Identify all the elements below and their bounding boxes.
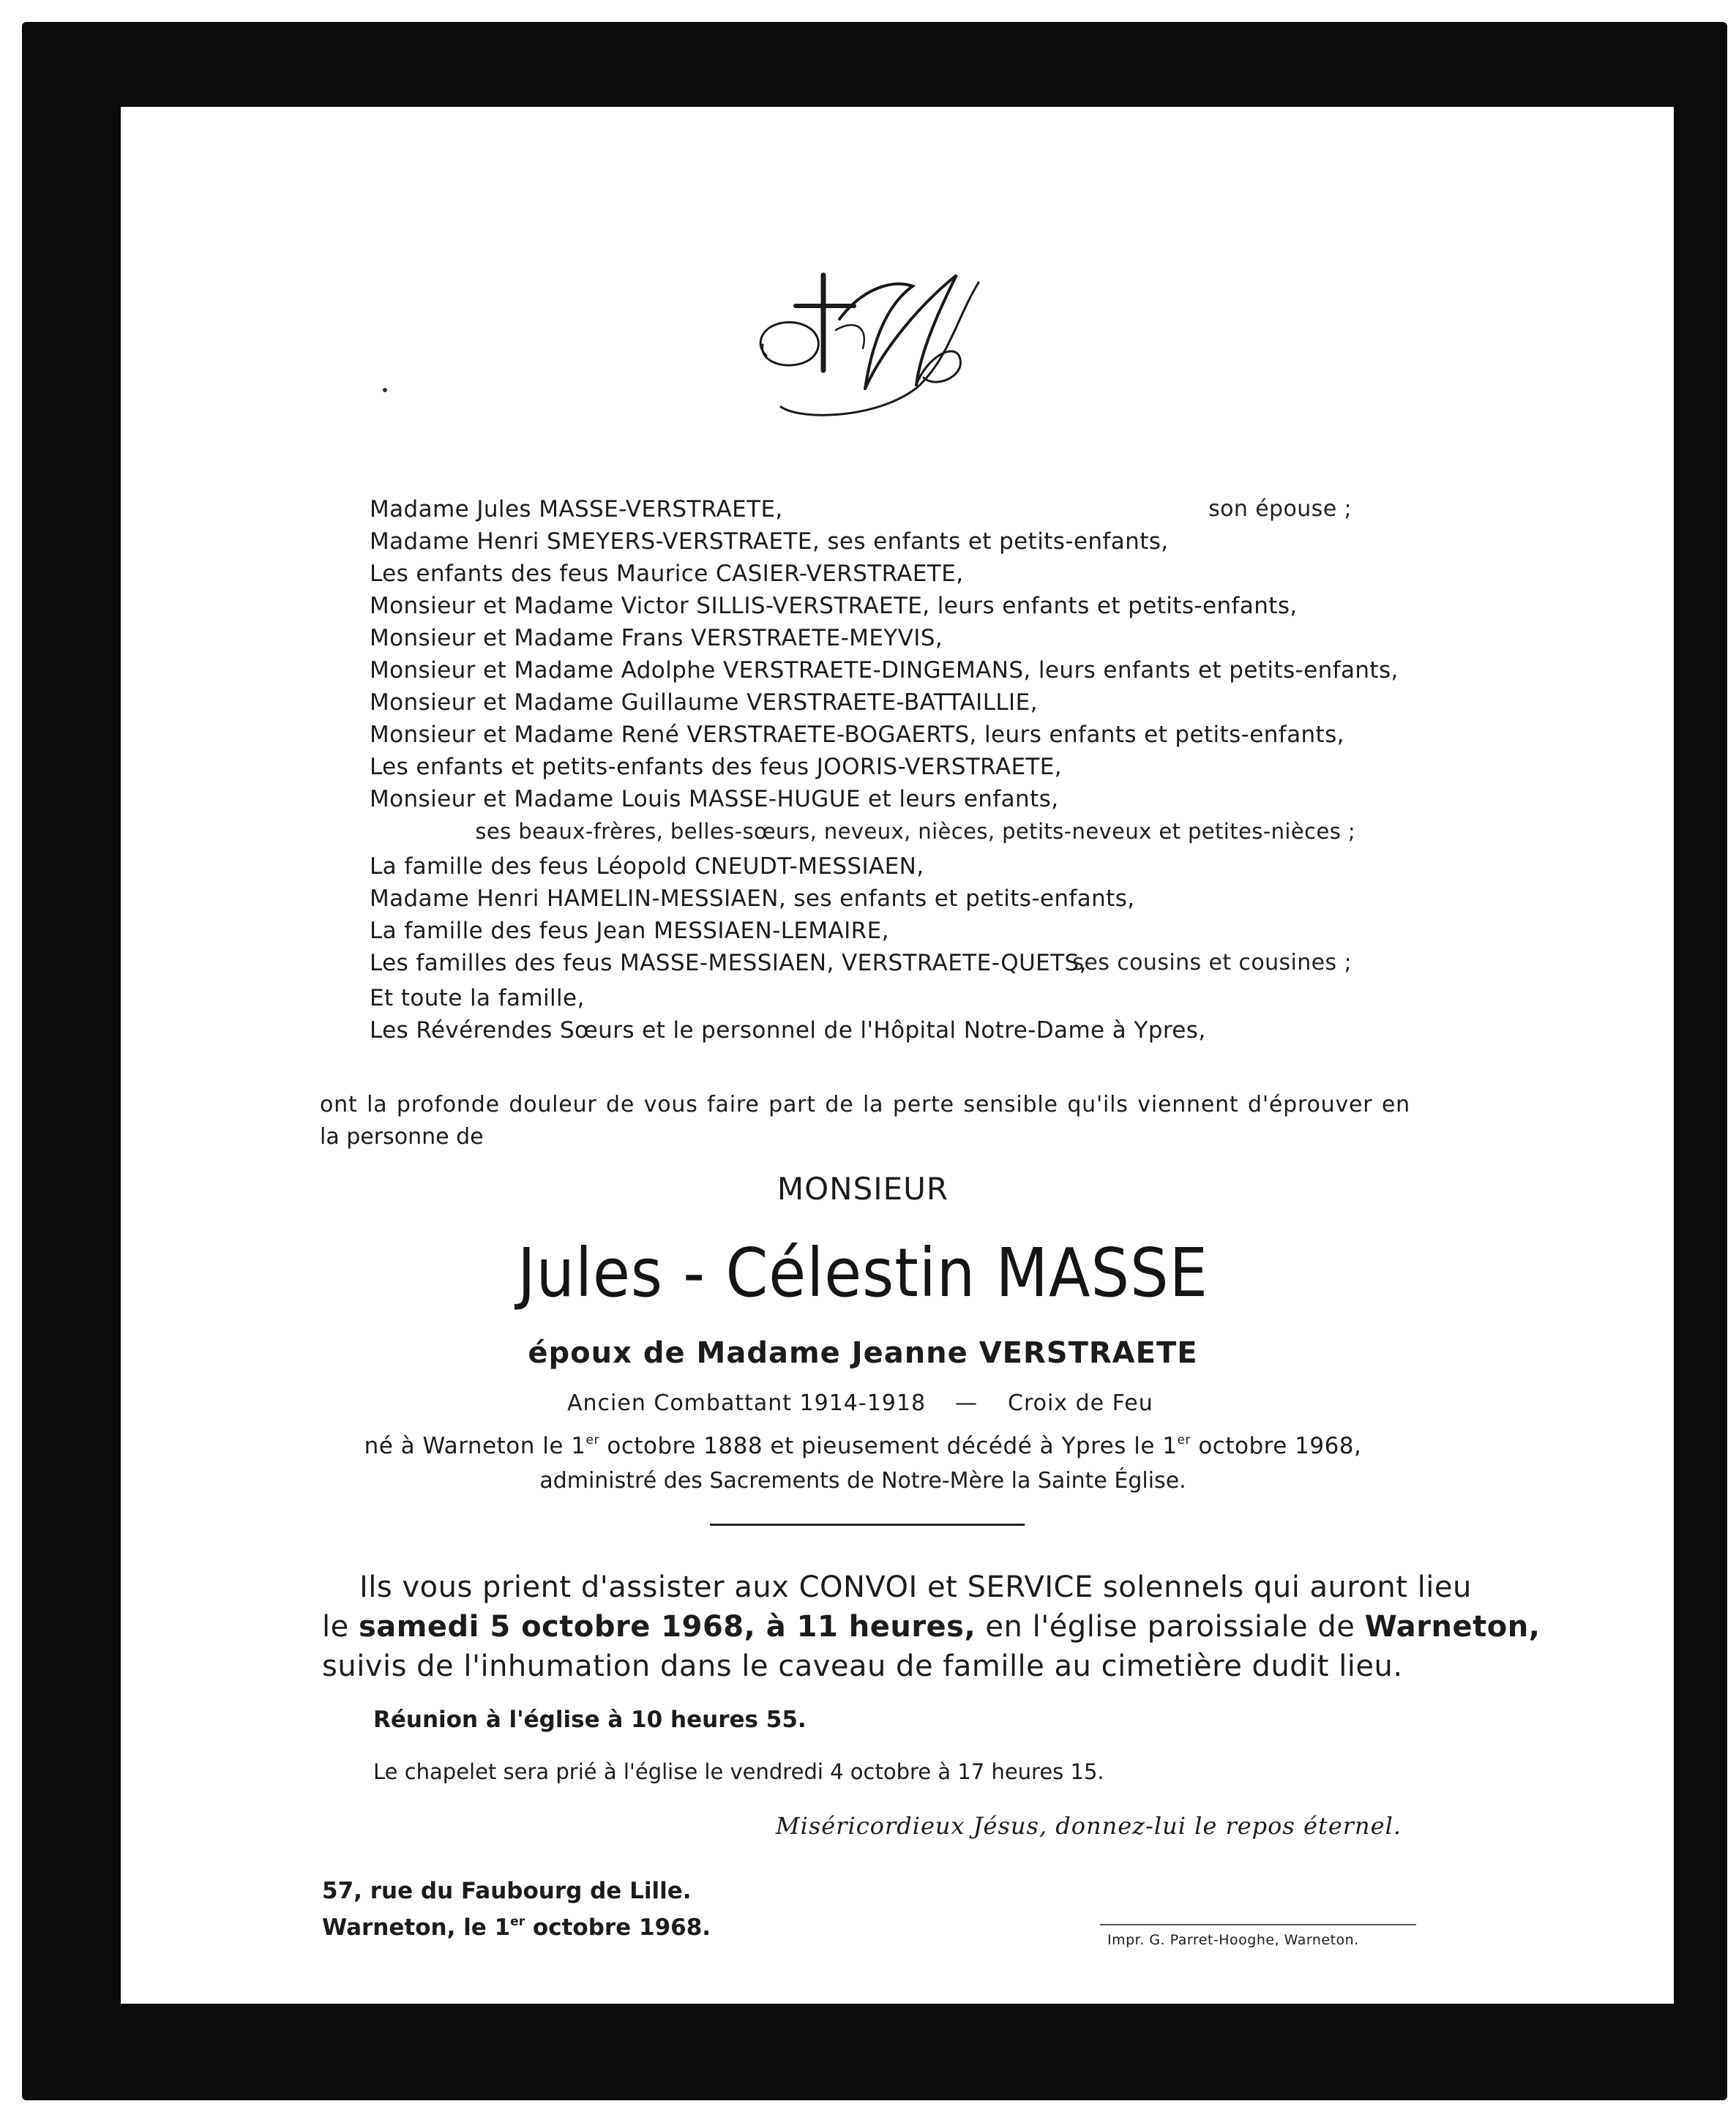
sacraments-line: administré des Sacrements de Notre-Mère la Sainte Église. bbox=[539, 1468, 1186, 1494]
birth-death-line: né à Warneton le 1er octobre 1888 et pieusement décédé à Ypres le 1er octobre 1968, bbox=[364, 1433, 1362, 1459]
printer-rule bbox=[1100, 1924, 1416, 1925]
family-line: Madame Henri SMEYERS-VERSTRAETE, ses enfants et petits-enfants, bbox=[370, 528, 1169, 555]
relatives-note: ses beaux-frères, belles-sœurs, neveux, nièces, petits-neveux et petites-nièces ; bbox=[475, 819, 1355, 844]
cousin-line: La famille des feus Léopold CNEUDT-MESSIAEN, bbox=[370, 853, 924, 880]
cousin-line: Les familles des feus MASSE-MESSIAEN, VERSTRAETE-QUETS, bbox=[370, 950, 1087, 976]
family-line: Monsieur et Madame Frans VERSTRAETE-MEYVIS, bbox=[370, 625, 943, 651]
family-line: Monsieur et Madame Adolphe VERSTRAETE-DINGEMANS, leurs enfants et petits-enfants, bbox=[370, 657, 1399, 684]
croix-de-feu: Croix de Feu bbox=[1008, 1390, 1153, 1416]
service-date: le samedi 5 octobre 1968, à 11 heures, en l'église paroissiale de Warneton, bbox=[322, 1610, 1541, 1644]
closing-line: Les Révérendes Sœurs et le personnel de l'Hôpital Notre-Dame à Ypres, bbox=[370, 1017, 1206, 1044]
cousin-line: La famille des feus Jean MESSIAEN-LEMAIRE, bbox=[370, 918, 889, 944]
family-line: Monsieur et Madame Louis MASSE-HUGUE et leurs enfants, bbox=[370, 786, 1059, 812]
spouse-line: époux de Madame Jeanne VERSTRAETE bbox=[528, 1336, 1198, 1370]
deceased-name: Jules - Célestin MASSE bbox=[517, 1234, 1208, 1312]
family-line: Les enfants des feus Maurice CASIER-VERSTRAETE, bbox=[370, 561, 964, 587]
address-line: 57, rue du Faubourg de Lille. bbox=[322, 1878, 692, 1904]
rank-dash: — bbox=[955, 1390, 978, 1416]
divider bbox=[710, 1524, 1025, 1526]
family-line: Les enfants et petits-enfants des feus JOORIS-VERSTRAETE, bbox=[370, 754, 1063, 780]
announcement-line: ont la profonde douleur de vous faire part de la perte sensible qu'ils viennent d'éprouver en bbox=[320, 1092, 1410, 1117]
cross-monogram-icon bbox=[737, 261, 986, 429]
prayer-line: Miséricordieux Jésus, donnez-lui le repos éternel. bbox=[775, 1812, 1402, 1840]
service-invite: Ils vous prient d'assister aux CONVOI et SERVICE solennels qui auront lieu bbox=[359, 1570, 1472, 1604]
family-line: Monsieur et Madame Victor SILLIS-VERSTRAETE, leurs enfants et petits-enfants, bbox=[370, 593, 1298, 619]
reunion-line: Réunion à l'église à 10 heures 55. bbox=[373, 1707, 807, 1733]
speck bbox=[383, 388, 387, 392]
printer-credit: Impr. G. Parret-Hooghe, Warneton. bbox=[1107, 1932, 1359, 1948]
family-line: Monsieur et Madame René VERSTRAETE-BOGAERTS, leurs enfants et petits-enfants, bbox=[370, 722, 1344, 748]
spouse-note: son épouse ; bbox=[1208, 496, 1352, 522]
announcement-line: la personne de bbox=[320, 1124, 484, 1150]
date-line: Warneton, le 1er octobre 1968. bbox=[322, 1914, 711, 1941]
family-line: Monsieur et Madame Guillaume VERSTRAETE-BATTAILLIE, bbox=[370, 689, 1038, 716]
cousins-note: ses cousins et cousines ; bbox=[1072, 950, 1352, 976]
title-monsieur: MONSIEUR bbox=[777, 1171, 949, 1207]
burial-line: suivis de l'inhumation dans le caveau de famille au cimetière dudit lieu. bbox=[322, 1649, 1403, 1683]
rosary-line: Le chapelet sera prié à l'église le vendredi 4 octobre à 17 heures 15. bbox=[373, 1759, 1104, 1784]
family-line: Madame Jules MASSE-VERSTRAETE, bbox=[370, 496, 783, 523]
closing-line: Et toute la famille, bbox=[370, 985, 585, 1011]
cousin-line: Madame Henri HAMELIN-MESSIAEN, ses enfants et petits-enfants, bbox=[370, 885, 1135, 912]
veteran-label: Ancien Combattant 1914-1918 bbox=[567, 1390, 927, 1416]
mourning-card bbox=[121, 107, 1674, 2004]
